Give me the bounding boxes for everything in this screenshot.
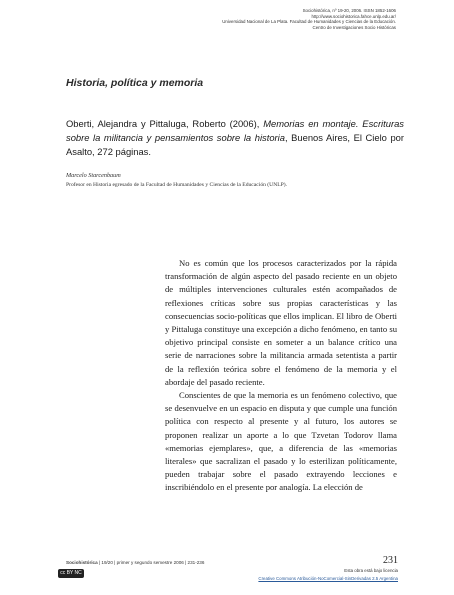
page-number: 231 xyxy=(383,555,398,566)
page-footer xyxy=(66,560,406,565)
body-paragraph: No es común que los procesos caracterizados por la rápida transformación de algún aspecto del pasado reciente en un objeto de múltiples intervenciones culturales estén acompañados de reflexiones críticas sobre sus propias características y las consecuencias socio-políticas que ellos implican. El libro de Oberti y Pittaluga constituye una excepción a dicho fenómeno, en tanto su objetivo principal consiste en someter a un balance crítico una serie de narraciones sobre la militancia armada setentista a partir de la reflexión teórica sobre el fenómeno de la memoria y el abordaje del pasado reciente. xyxy=(165,258,397,387)
header-line-url[interactable]: http://www.sociohistorica.fahce.unlp.edu.ar/ xyxy=(311,13,396,19)
license-link[interactable]: Creative Commons Atribución-NoComercial-SinDerivadas 2.5 Argentina xyxy=(258,576,398,581)
reference-book-title: Memorias en montaje. Escrituras sobre la militancia y pensamientos sobre la historia xyxy=(66,118,404,143)
header-line-citation: Sociohistórica, nº 19-20, 2006. ISSN 1852-1606 xyxy=(302,8,396,13)
journal-header xyxy=(96,8,396,30)
header-line-centre: Centro de Investigaciones Socio Históricas xyxy=(312,24,396,30)
section-title: Historia, política y memoria xyxy=(66,77,204,89)
reviewer-name: Marcelo Starcenbaum xyxy=(66,172,121,179)
reviewer-affiliation: Profesor en Historia egresado de la Facultad de Humanidades y Ciencias de la Educación (UNLP). xyxy=(66,182,288,188)
cc-license-icon[interactable]: cc BY NC ND xyxy=(58,569,84,578)
footer-period: primer y segundo semestre 2006 | 231-236 xyxy=(116,560,205,565)
body-paragraph: Conscientes de que la memoria es un fenómeno colectivo, que se desenvuelve en un espacio en disputa y que cumple una función política con respecto al presente y al futuro, los autores se proponen realizar un aporte a lo que Tzvetan Todorov llama «memorias ejemplares», que, a diferencia de las «memorias literales» que sacralizan el pasado y lo esterilizan políticamente, pueden trabajar sobre el pasado extrayendo lecciones e inscribiéndolo en el presente por analogía. La elección de xyxy=(165,390,397,493)
footer-journal: Sociohistórica xyxy=(66,560,98,565)
footer-issue: | 19/20 | xyxy=(97,560,117,565)
review-body xyxy=(165,257,397,495)
book-reference xyxy=(66,117,404,159)
reference-publication: , Buenos Aires, El Cielo por Asalto, 272 páginas. xyxy=(66,132,404,157)
reference-authors: Oberti, Alejandra y Pittaluga, Roberto (2006), xyxy=(66,118,260,129)
header-line-university: Universidad Nacional de La Plata. Facultad de Humanidades y Ciencias de la Educación. xyxy=(222,19,396,25)
license-text: Esta obra está bajo licencia xyxy=(344,568,398,573)
